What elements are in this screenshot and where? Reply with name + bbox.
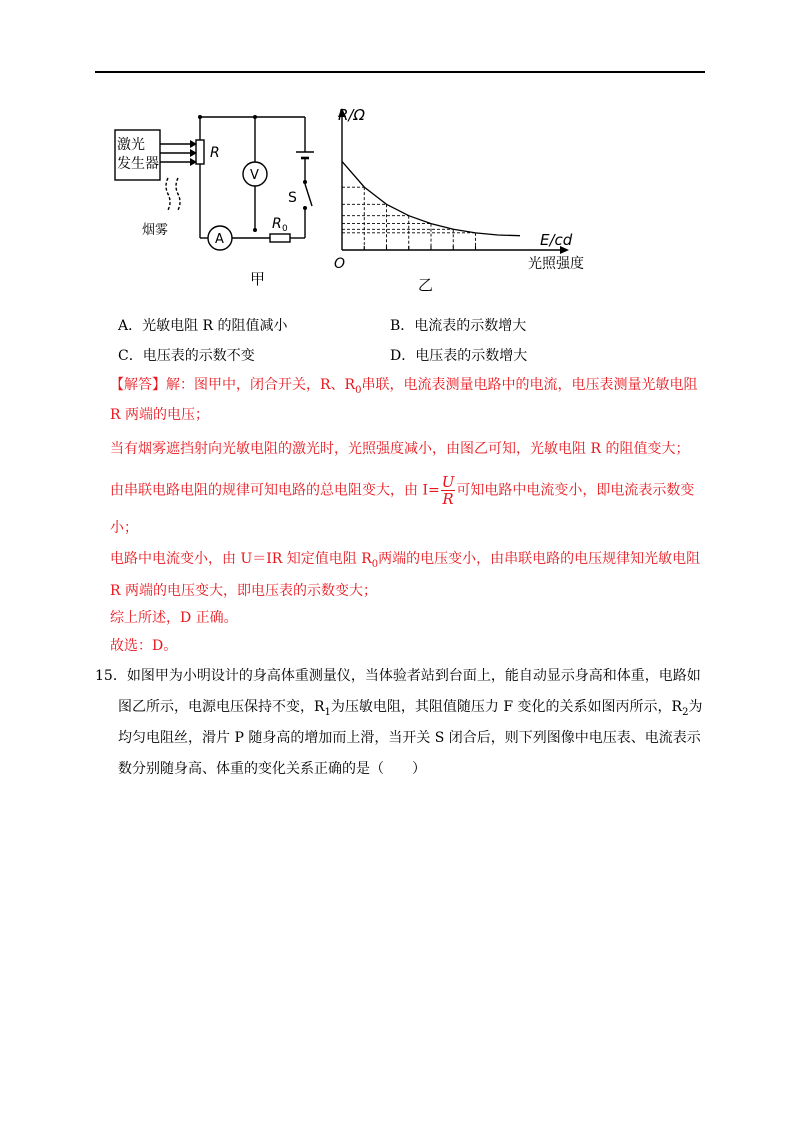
option-a: A．光敏电阻 R 的阻值减小 bbox=[118, 318, 288, 334]
answer-line-1: 【解答】解：图甲中，闭合开关，R、$R_0$串联，电流表测量电路中的电流，电压表测量光敏电阻 bbox=[110, 377, 698, 396]
chart-yi bbox=[328, 100, 598, 295]
switch-s bbox=[305, 184, 312, 206]
fraction-u-over-r: $\frac{U}{R}$ bbox=[441, 473, 455, 508]
answer-line-9: 故选：D。 bbox=[110, 638, 178, 654]
option-c: C．电压表的示数不变 bbox=[118, 348, 255, 364]
option-b: B．电流表的示数增大 bbox=[390, 318, 527, 334]
origin-label: O bbox=[334, 256, 346, 272]
header-rule bbox=[95, 71, 705, 73]
laser-label-1: 激光 bbox=[117, 137, 145, 153]
voltmeter-label: V bbox=[250, 168, 259, 183]
answer-line-5: 小； bbox=[110, 520, 138, 536]
photoresistor-r bbox=[196, 140, 204, 164]
resistor-r0 bbox=[270, 234, 290, 242]
answer-line-2: R 两端的电压； bbox=[110, 407, 209, 423]
x-axis-label: E/cd bbox=[540, 231, 573, 249]
r0-label: R bbox=[272, 216, 282, 232]
option-d: D．电压表的示数增大 bbox=[390, 348, 528, 364]
ammeter-label: A bbox=[215, 232, 224, 247]
answer-line-6: 电路中电流变小，由 U＝IR 知定值电阻 $R_0$两端的电压变小，由串联电路的电压规律知光敏电阻 bbox=[110, 551, 701, 570]
laser-label-2: 发生器 bbox=[117, 156, 159, 172]
answer-line-7: R 两端的电压变大，即电压表的示数变大； bbox=[110, 583, 377, 599]
circuit-diagram-jia bbox=[100, 100, 340, 290]
smoke-label: 烟雾 bbox=[142, 223, 169, 238]
caption-jia: 甲 bbox=[250, 270, 266, 288]
caption-yi: 乙 bbox=[418, 276, 434, 294]
question-15-line-3: 均匀电阻丝，滑片 P 随身高的增加而上滑，当开关 S 闭合后，则下列图像中电压表、电流表示 bbox=[118, 730, 701, 746]
answer-line-4: 由串联电路电阻的规律可知电路的总电阻变大，由 I= $\frac{U}{R}$ 可知电路中电流变小，即电流表示数变 bbox=[110, 473, 695, 508]
question-15-line-1: 15．如图甲为小明设计的身高体重测量仪，当体验者站到台面上，能自动显示身高和体重，电路如 bbox=[95, 668, 701, 684]
resistor-r-label: R bbox=[210, 145, 220, 161]
question-15-line-2: 图乙所示，电源电压保持不变，$R_1$为压敏电阻，其阻值随压力 F 变化的关系如图丙所示，$R_2$为 bbox=[118, 699, 703, 718]
question-15-line-4: 数分别随身高、体重的变化关系正确的是（ ） bbox=[118, 761, 426, 777]
answer-line-3: 当有烟雾遮挡射向光敏电阻的激光时，光照强度减小，由图乙可知，光敏电阻 R 的阻值变大； bbox=[110, 441, 690, 457]
answer-line-8: 综上所述，D 正确。 bbox=[110, 610, 238, 626]
r0-subscript: 0 bbox=[282, 224, 288, 234]
switch-label: S bbox=[288, 190, 297, 206]
x-axis-name: 光照强度 bbox=[528, 256, 584, 272]
answer-tag: 【解答】 bbox=[110, 377, 166, 393]
y-axis-label: R/Ω bbox=[338, 106, 365, 124]
